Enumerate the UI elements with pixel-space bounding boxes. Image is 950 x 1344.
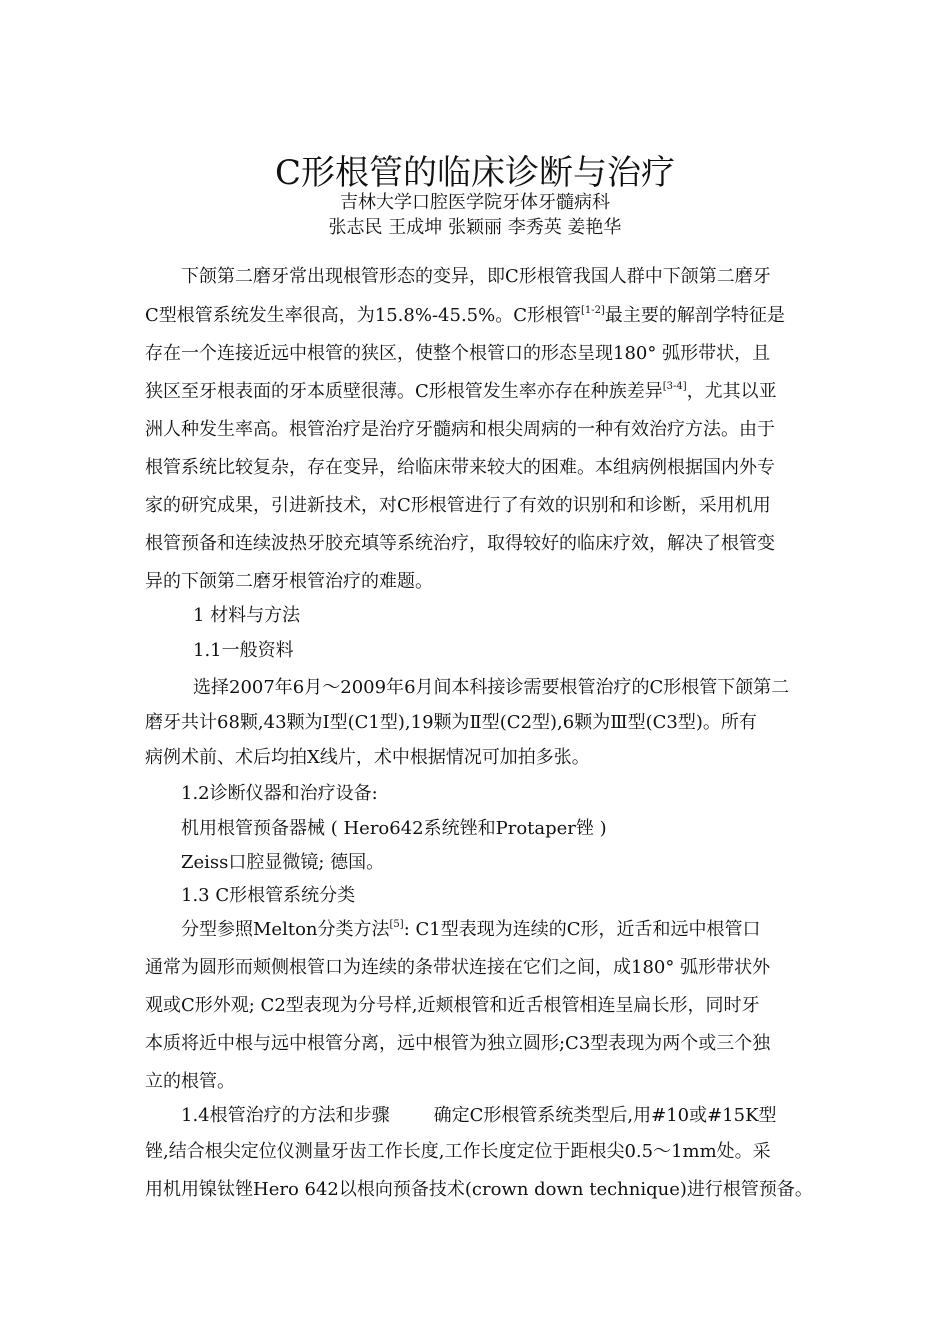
paragraph-line: 根管预备和连续波热牙胶充填等系统治疗，取得较好的临床疗效，解决了根管变	[145, 533, 775, 554]
paragraph-line: 家的研究成果，引进新技术，对C形根管进行了有效的识别和和诊断，采用机用	[145, 495, 771, 516]
paragraph-line: 根管系统比较复杂，存在变异，给临床带来较大的困难。本组病例根据国内外专	[145, 457, 775, 478]
paragraph-line: 异的下颌第二磨牙根管治疗的难题。	[145, 571, 433, 592]
paragraph-line: 病例术前、术后均拍X线片，术中根据情况可加拍多张。	[145, 747, 590, 768]
paragraph-line: 分型参照Melton分类方法[5]: C1型表现为连续的C形，近舌和远中根管口	[181, 919, 761, 940]
subsection-heading: 1.1一般资料	[193, 640, 294, 661]
paragraph-line: 选择2007年6月～2009年6月间本科接诊需要根管治疗的C形根管下颌第二	[193, 677, 790, 698]
paragraph-line: 存在一个连接近远中根管的狭区，使整个根管口的形态呈现180° 弧形带状，且	[145, 343, 771, 364]
equipment-item: 机用根管预备器械 ( Hero642系统锉和Protaper锉 )	[181, 818, 607, 839]
authors: 张志民 王成坤 张颖丽 李秀英 姜艳华	[328, 217, 622, 238]
subsection-heading: 1.2诊断仪器和治疗设备:	[181, 783, 378, 804]
citation-ref: [5]	[389, 919, 404, 930]
equipment-item: Zeiss口腔显微镜; 德国。	[181, 852, 385, 873]
subsection-heading: 1.3 C形根管系统分类	[181, 885, 356, 906]
paragraph-line: 本质将近中根与远中根管分离，远中根管为独立圆形;C3型表现为两个或三个独	[145, 1033, 771, 1054]
paragraph-line: 观或C形外观; C2型表现为分号样,近颊根管和近舌根管相连呈扁长形，同时牙	[145, 995, 760, 1016]
paragraph-line: 通常为圆形而颊侧根管口为连续的条带状连接在它们之间，成180° 弧形带状外	[145, 957, 771, 978]
paragraph-line: 洲人种发生率高。根管治疗是治疗牙髓病和根尖周病的一种有效治疗方法。由于	[145, 419, 775, 440]
section-heading: 1 材料与方法	[193, 605, 301, 626]
paragraph-line: 立的根管。	[145, 1071, 235, 1092]
citation-ref: [1-2]	[581, 305, 605, 316]
affiliation: 吉林大学口腔医学院牙体牙髓病科	[340, 192, 610, 213]
paragraph-line: 用机用镍钛锉Hero 642以根向预备技术(crown down technique)进行根管预备。	[145, 1179, 813, 1200]
subsection-heading: 1.4根管治疗的方法和步骤	[181, 1105, 390, 1126]
citation-ref: [3-4]	[662, 381, 687, 392]
paragraph-line: 1.4根管治疗的方法和步骤 确定C形根管系统类型后,用#10或#15K型	[181, 1105, 777, 1126]
paragraph-line: 狭区至牙根表面的牙本质壁很薄。C形根管发生率亦存在种族差异[3-4]，尤其以亚	[145, 381, 777, 402]
paragraph-line: 磨牙共计68颗,43颗为Ⅰ型(C1型),19颗为Ⅱ型(C2型),6颗为Ⅲ型(C3型)。所有	[145, 712, 757, 733]
paragraph-line: C型根管系统发生率很高，为15.8%-45.5%。C形根管[1-2]最主要的解剖学特征是	[145, 305, 785, 326]
document-title: C形根管的临床诊断与治疗	[274, 152, 675, 193]
paragraph-line: 锉,结合根尖定位仪测量牙齿工作长度,工作长度定位于距根尖0.5～1mm处。采	[145, 1141, 771, 1162]
paragraph-line: 下颌第二磨牙常出现根管形态的变异，即C形根管我国人群中下颌第二磨牙	[181, 266, 771, 287]
